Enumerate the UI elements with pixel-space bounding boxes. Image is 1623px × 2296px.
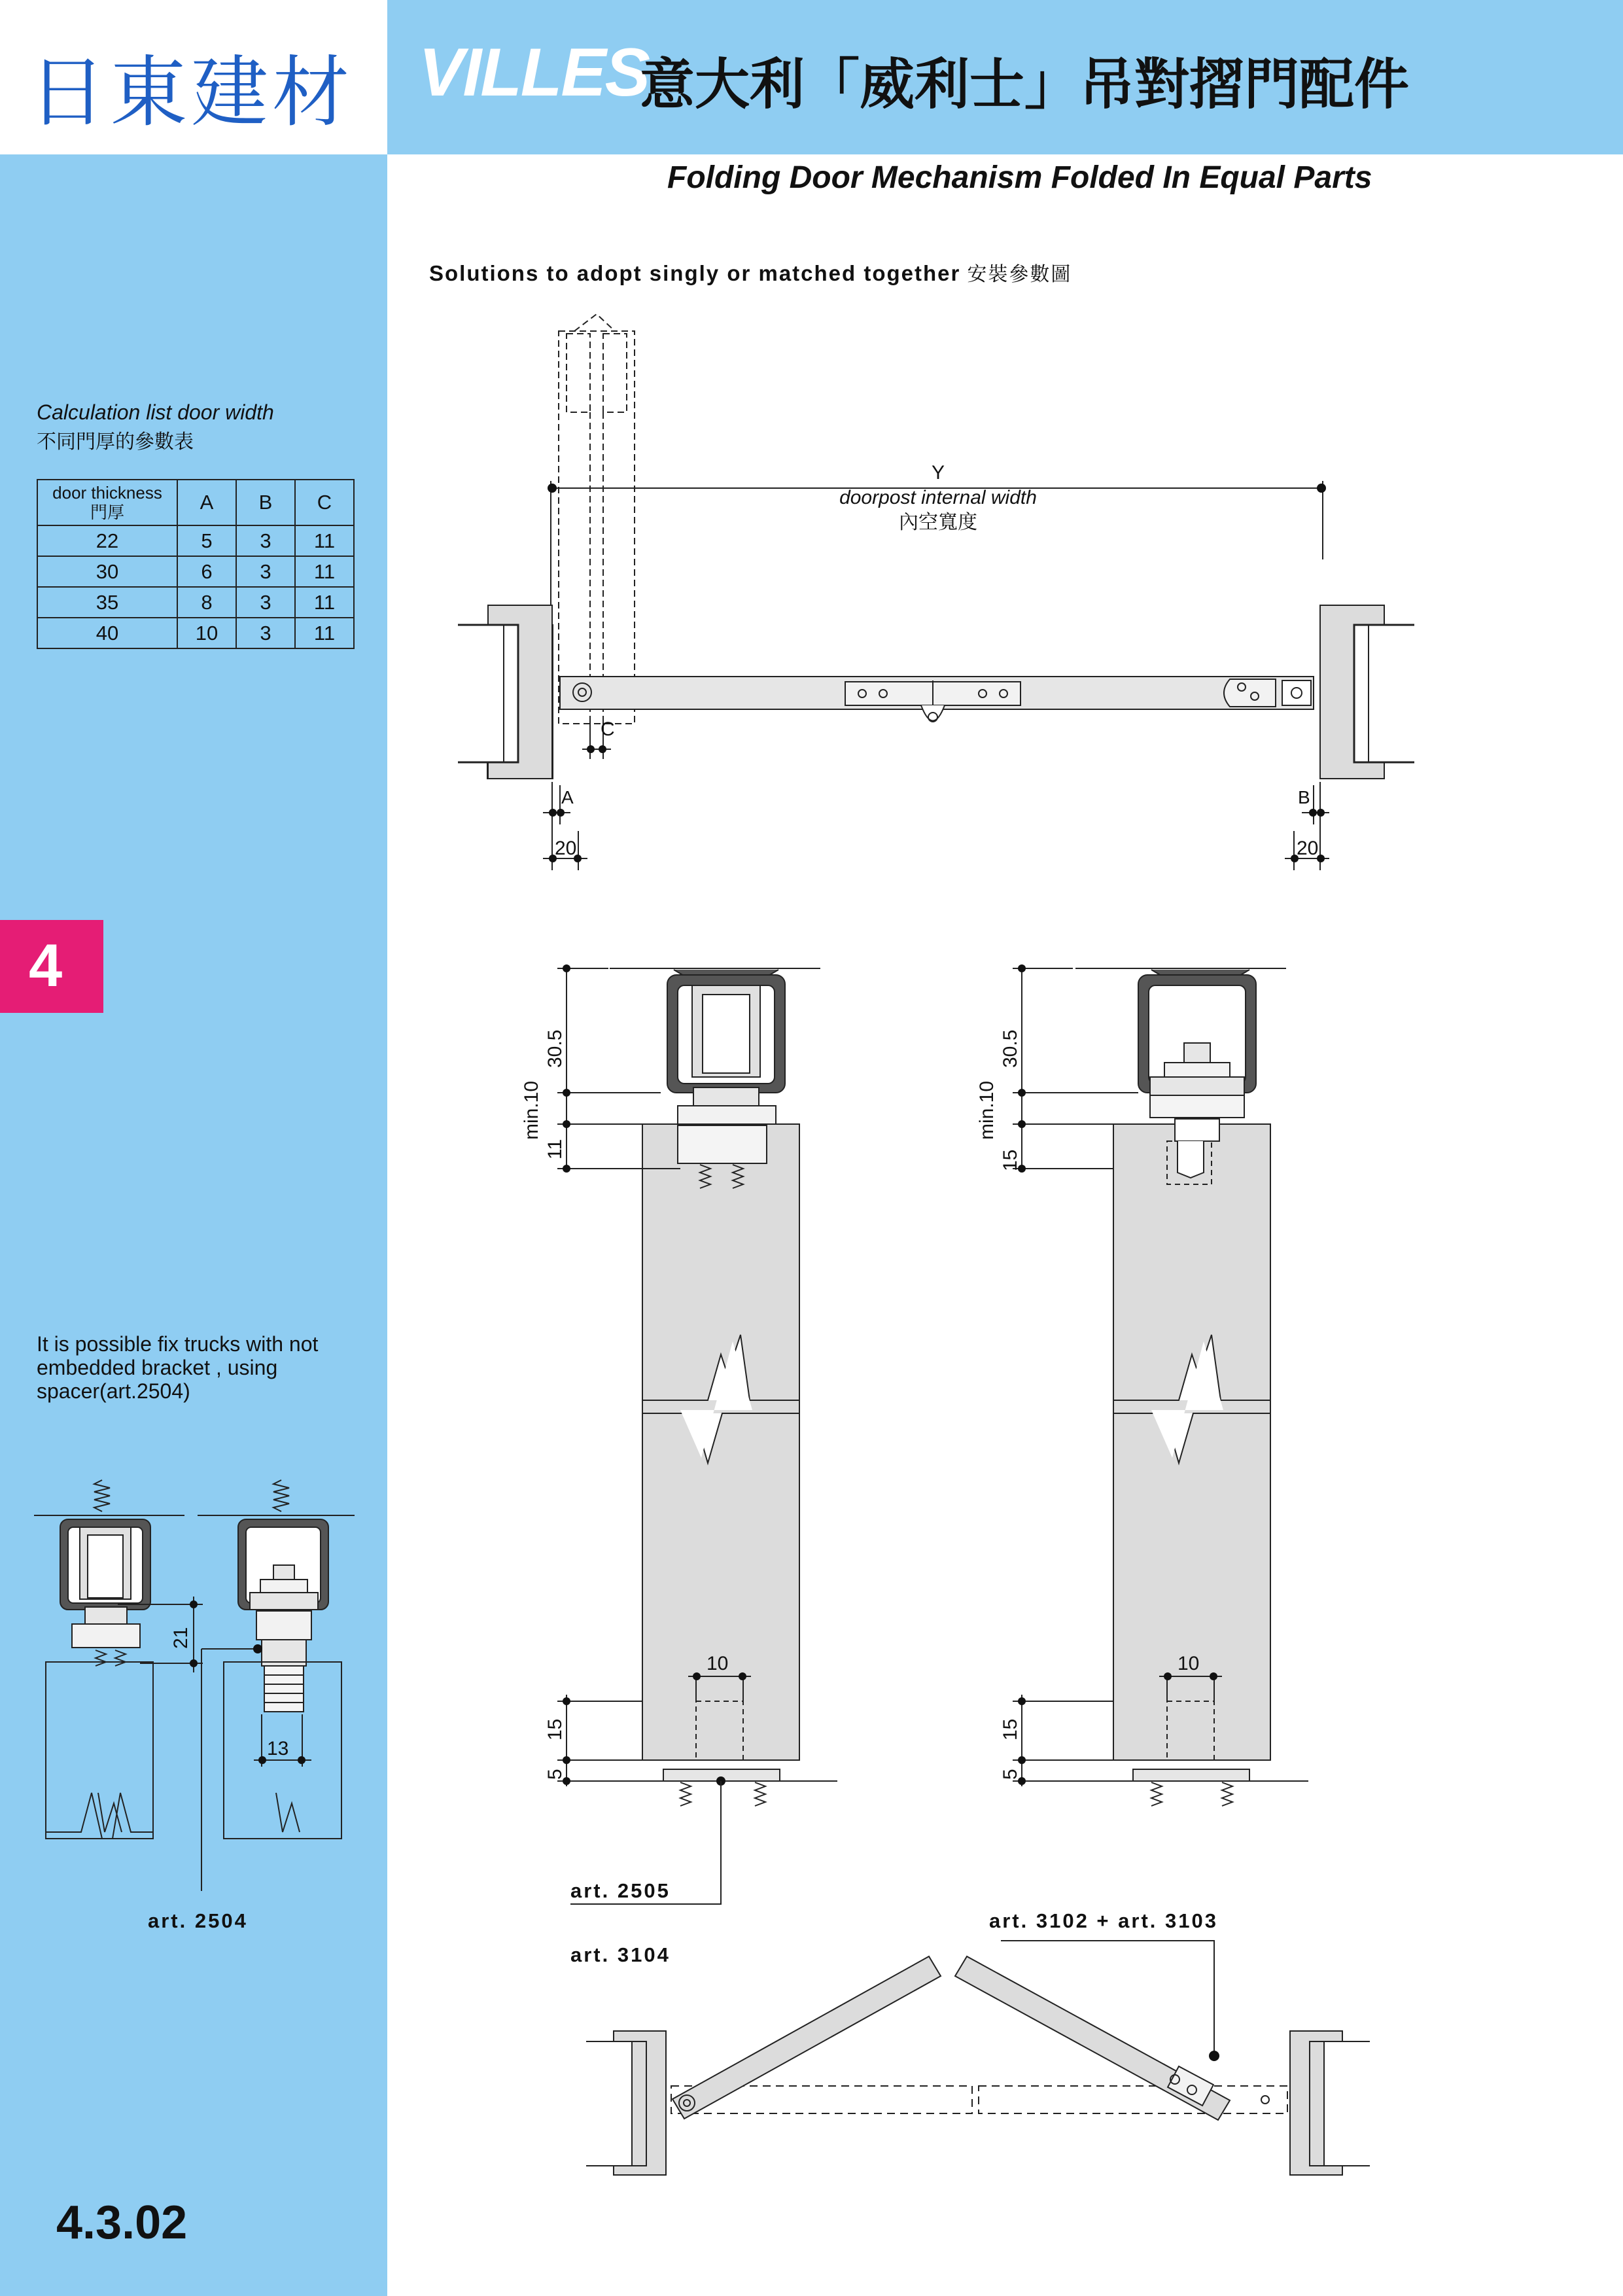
section-number: 4 [29,932,63,999]
dim-5-left: 5 [544,1769,566,1780]
header-title: 意大利「威利士」吊對摺門配件 [640,52,1410,116]
calc-header-c: C [295,480,354,525]
calc-cell: 3 [236,587,295,618]
calc-title: Calculation list door width [37,400,274,424]
brand-name: 日東建材 [29,47,354,137]
calc-cell: 11 [295,556,354,587]
y-desc-cn: 內空寬度 [899,512,977,533]
calc-header-b: B [236,480,295,525]
dim-15-right: 15 [1000,1718,1021,1740]
calc-cell: 30 [37,556,177,587]
solutions-cn: 安裝參數圖 [967,263,1072,286]
calc-title-cn: 不同門厚的參數表 [37,431,194,453]
dim-20-left: 20 [555,838,577,859]
calc-header-cn: 門厚 [90,503,124,522]
calc-cell: 11 [295,525,354,556]
dim-30-5-left: 30.5 [544,1029,566,1068]
solutions-en: Solutions to adopt singly or matched together [429,261,961,285]
dim-10-left: 10 [707,1653,729,1674]
calc-cell: 35 [37,587,177,618]
dim-5-right: 5 [1000,1769,1021,1780]
a-label: A [561,787,574,807]
art-3104-label: art. 3104 [570,1943,671,1966]
calc-cell: 3 [236,525,295,556]
section-view-embedded [557,964,837,1904]
calc-cell: 40 [37,618,177,648]
calc-cell: 3 [236,618,295,648]
section-view-bracket [1013,964,1308,1806]
calc-cell: 6 [177,556,236,587]
plan-view [458,314,1414,870]
dim-13: 13 [267,1738,289,1759]
calc-cell: 8 [177,587,236,618]
calc-header-a: A [177,480,236,525]
dim-10-right: 10 [1178,1653,1200,1674]
dim-21: 21 [170,1627,192,1649]
art-2505-label: art. 2505 [570,1879,671,1902]
page-number: 4.3.02 [56,2197,188,2249]
dim-min10-right: min.10 [976,1080,998,1140]
dim-20-right: 20 [1297,838,1319,859]
calc-cell: 10 [177,618,236,648]
folding-view [586,1941,1370,2175]
calc-cell: 5 [177,525,236,556]
y-desc: doorpost internal width [839,487,1037,508]
spacer-detail [34,1480,355,1891]
calc-cell: 22 [37,525,177,556]
folded-door-outline [559,314,635,733]
calc-cell: 3 [236,556,295,587]
art-2504-label: art. 2504 [148,1909,248,1932]
calc-cell: 11 [295,587,354,618]
y-label: Y [931,462,945,484]
dim-11-left: 11 [544,1139,566,1159]
art-3102-label: art. 3102 + art. 3103 [989,1909,1218,1932]
calc-cell: 11 [295,618,354,648]
page-subtitle: Folding Door Mechanism Folded In Equal Parts [667,160,1372,195]
dim-30-5-right: 30.5 [1000,1029,1021,1068]
dim-min10-left: min.10 [521,1080,542,1140]
calc-header-en: door thickness [52,483,162,503]
b-label: B [1298,787,1310,807]
dim-15-right-top: 15 [1000,1149,1021,1171]
spacer-note: It is possible fix trucks with not embedded bracket , using spacer(art.2504) [37,1332,319,1403]
folded-leaf-left [672,1956,941,2119]
c-label: C [601,718,615,740]
villes-logo: VILLES [419,35,650,111]
dim-15-left: 15 [544,1718,566,1740]
